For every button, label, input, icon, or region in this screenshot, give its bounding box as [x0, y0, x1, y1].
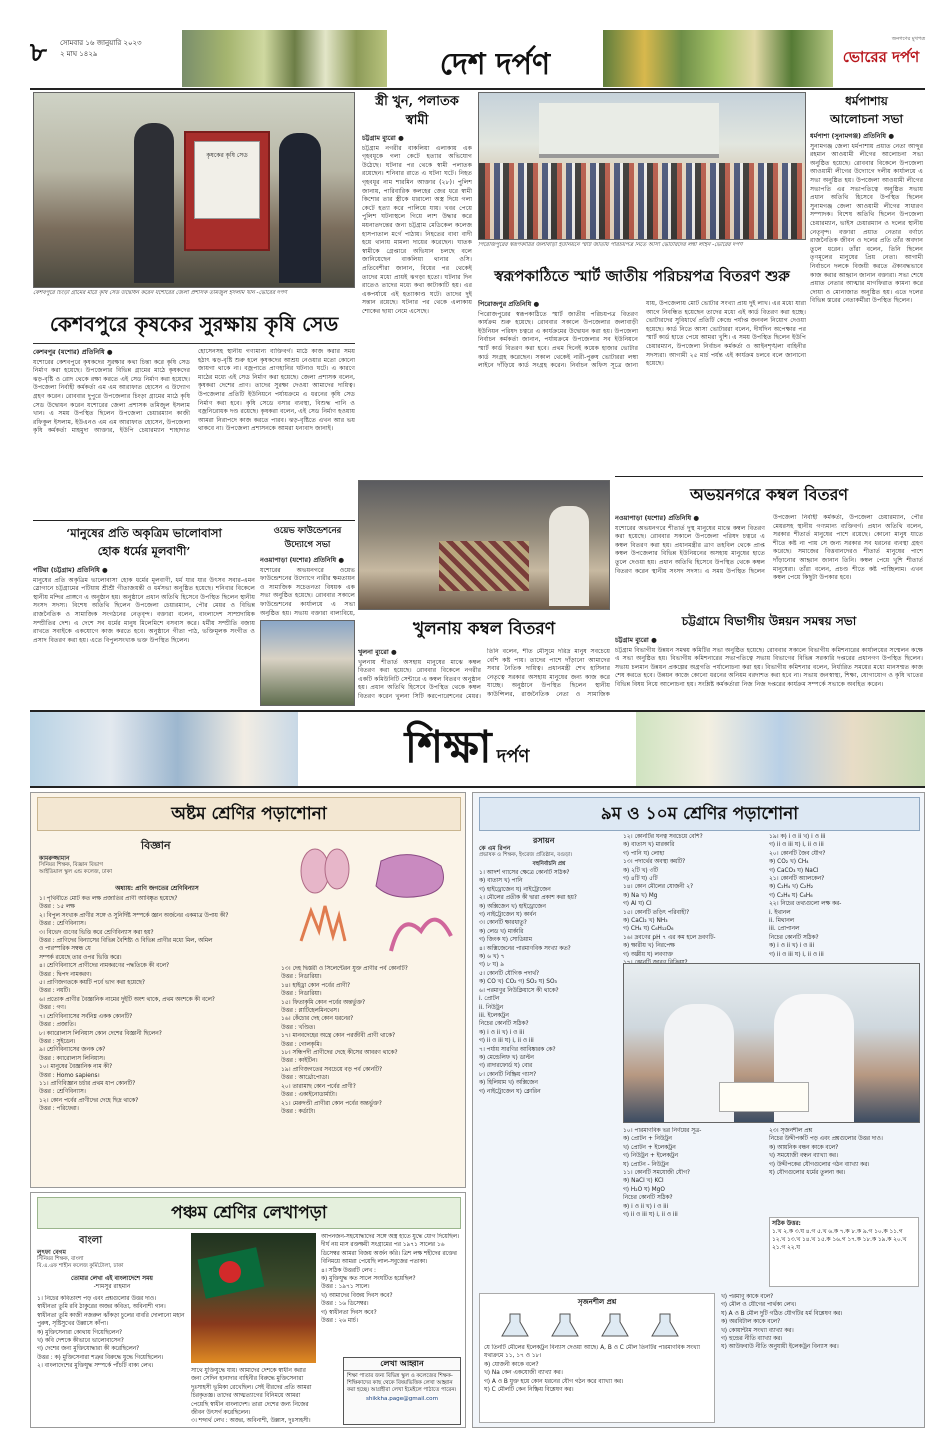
headline-foundation-2: উদ্যোগে সভা	[284, 540, 331, 550]
class8-q-4: ৩। বিভেদ গুণের ভিত্তি করে শ্রেণিবিন্যাস করা হয়?	[39, 929, 154, 936]
class5-col2: সাথে যুক্তিযুদ্ধে যায়। আমাদের দেশকে স্বাধীন করার জন্য সেদিন হানাদার বাহিনীর বিরুদ্ধে মুক্তিসেনারা দুঃসাহসী ভূমিকা রেখেছিল। সেই বীরদের প্রতি আমরা চিরকৃতজ্ঞ। তাদের আত্মত্যাগের বিনিময়ে আমরা পেয়েছি স্বাধীন বাংলাদেশ। তারা দেশের জন্য নিজের জীবন উৎসর্গ করেছিলেন। ৩। শব্দার্থ লেখ : অজর, অবিনাশী, উল্লাস, দুঃসাহসী।	[191, 1368, 312, 1425]
class8-teacher: কামরুজ্জামান	[39, 855, 70, 862]
class9-box	[472, 792, 925, 1428]
class8-qr-2: ১৪। হাইড্রা কোন পর্বের প্রাণী?	[281, 982, 351, 989]
class8-q-13: উত্তর : গণ।	[39, 1005, 66, 1012]
class8-qr-3: উত্তর : নিডারিয়া।	[281, 991, 322, 998]
shiksha-title-sub: দর্পণ	[496, 746, 530, 767]
body-abhaynagar: যশোরের অভয়নগরে শীতার্ত দুস্থ মানুষের মাঝে কম্বল বিতরণ করা হয়েছে। রোববার সকালে উপজেলা পরিষদ চত্বরে এ কম্বল বিতরণ করা হয়। প্রধানমন্ত্রীর ত্রাণ তহবিল থেকে প্রাপ্ত কম্বল উপজেলার বিভিন্ন ইউনিয়নের অসহায় মানুষের হাতে তুলে দেওয়া হয়। প্রধান অতিথি হিসেবে উপস্থিত থেকে কম্বল বিতরণ করেন স্থানীয় সংসদ সদস্য। এ সময় উপস্থিত ছিলেন উপজেলা নির্বাহী কর্মকর্তা, উপজেলা চেয়ারম্যান, পৌর মেয়রসহ স্থানীয় গণ্যমান্য ব্যক্তিবর্গ। প্রধান অতিথি বলেন, সরকার শীতার্ত মানুষের পাশে রয়েছে। কোনো মানুষ যাতে শীতে কষ্ট না পায় সে জন্য সরকার সব ধরনের ব্যবস্থা গ্রহণ করেছে। সমাজের বিত্তবানদেরও শীতার্ত মানুষের পাশে দাঁড়ানোর আহ্বান জানান তিনি। কম্বল পেয়ে খুশি শীতার্ত মানুষেরা। তাঁরা বলেন, প্রচণ্ড শীতে কষ্ট পাচ্ছিলাম। এখন কম্বল পেয়ে কিছুটা উপকার হবে।	[615, 514, 923, 582]
header-rule	[30, 88, 925, 90]
rule-keshabpur	[33, 520, 355, 521]
class8-questions-right	[281, 965, 461, 1185]
photo-book	[719, 1082, 809, 1112]
class9-col2: ১২। কোনটির ঘনত্ব সবচেয়ে বেশি? ক) বাতাস খ) মারকারি গ) পানি ঘ) লোহা ১৩। পদার্থের অবস্থা কয়টি? ক) ২টি খ) ৩টি গ) ৪টি ঘ) ৫টি ১৪। কোন মৌলের যোজনী ২? ক) Na খ) Mg গ) Al ঘ) Cl ১৫। কোনটি তড়িৎ পরিবাহী? ক) CaCl₂ খ) NH₃ গ) CH₄ ঘ) C₆H₁₂O₆ ১৬। দ্রবণের pH ৭ এর কম হলে দ্রবণটি- ক) ক্ষারীয় খ) নিরপেক্ষ গ) অম্লীয় ঘ) লবণাক্ত	[623, 834, 716, 958]
header-photo-strip-left	[182, 30, 387, 87]
class9-col3: ১৯। ক) i ও ii খ) i ও iii গ) ii ও iii ঘ) i, ii ও iii ২০। কোনটি জৈব যৌগ? ক) CO₂ খ) CH₄ গ) CaCO₃ ঘ) NaCl ২১। কোনটি অ্যালকেন? ক) C₂H₄ খ) C₂H₂ গ) C₂H₆ ঘ) C₆H₆ ২২। নিচের তথ্যগুলো লক্ষ কর- i. ইথানল ii. মিথানল iii. প্রোপানল নিচের কোনটি সঠিক? ক) i ও ii খ) i ও iii গ) ii ও iii ঘ) i, ii ও iii	[769, 834, 842, 958]
photo-blanket	[439, 541, 529, 591]
class8-qr-6: ১৬। কেঁচোর দেহ কোন ধরনের?	[281, 1016, 354, 1023]
class9-title: ৯ম ও ১০ম শ্রেণির পড়াশোনা	[600, 804, 799, 824]
body-nid: পিরোজপুরের স্বরূপকাঠিতে স্মার্ট জাতীয় পরিচয়পত্র বিতরণ কার্যক্রম শুরু হয়েছে। রোববার সকালে উপজেলার জলাবাড়ী ইউনিয়ন পরিষদ চত্বরে এ কার্যক্রমের উদ্বোধন করা হয়। উপজেলা নির্বাচন কর্মকর্তা জানান, পর্যায়ক্রমে উপজেলার সব ইউনিয়নে স্মার্ট কার্ড বিতরণ করা হবে। প্রথম দিনেই কয়েক হাজার ভোটার কার্ড সংগ্রহ করেছেন। সকাল থেকেই নারী-পুরুষ ভোটাররা লম্বা লাইনে দাঁড়িয়ে কার্ড সংগ্রহ করেন। নির্বাচন অফিস সূত্রে জানা যায়, উপজেলায় মোট ভোটার সংখ্যা প্রায় দুই লাখ। এর মধ্যে যারা আগে নিবন্ধিত হয়েছেন তাদের মধ্যে এই কার্ড বিতরণ করা হচ্ছে। ভোটারদের সুবিধার্থে প্রতিটি কেন্দ্রে পর্যাপ্ত জনবল নিয়োগ দেওয়া হয়েছে। কার্ড নিতে আসা ভোটাররা বলেন, দীর্ঘদিন অপেক্ষার পর স্মার্ট কার্ড হাতে পেয়ে আমরা খুশি। এ সময় উপস্থিত ছিলেন ইউপি চেয়ারম্যান, উপজেলা নির্বাচন কর্মকর্তা ও আইনশৃঙ্খলা বাহিনীর সদস্যরা। আগামী ২৫ মার্চ পর্যন্ত এই কার্যক্রম চলবে বলে জানানো হয়েছে।	[478, 300, 806, 370]
class9-teacher-block	[479, 845, 619, 868]
class9-col-b1: ১০। পারমাণবিক ভর নির্ণয়ের সূত্র- ক) প্রোটন + নিউট্রন খ) প্রোটন + ইলেকট্রন গ) নিউট্রন + ইলেকট্রন ঘ) প্রোটন - নিউট্রন ১১। কোনটি সমযোজী যৌগ? ক) NaCl খ) KCl গ) H₂O ঘ) MgO নিচের কোনটি সঠিক? ক) i ও ii খ) i ও iii গ) ii ও iii ঘ) i, ii ও iii	[623, 1128, 702, 1219]
class8-qr-13: উত্তর : আর্থ্রোপোডা।	[281, 1075, 330, 1082]
class8-q-0: ১। পৃথিবীতে মোট কত লক্ষ প্রজাতির প্রাণী আবিষ্কৃত হয়েছে?	[39, 896, 178, 902]
class8-q-5: উত্তর : প্রাণিদের বিন্যাসের বিভিন্ন বৈশিষ্ট্য ও বিভিন্ন প্রাণীর মধ্যে মিল, অমিল	[39, 938, 213, 945]
article-wife-killed	[362, 134, 472, 516]
byline-patiya: পটিয়া (চট্টগ্রাম) প্রতিনিধি ●	[33, 566, 108, 574]
class8-q-12: ৬। প্রত্যেক প্রাণীর বৈজ্ঞানিক নামের দুইটি অংশ থাকে, প্রথম অংশকে কী বলে?	[39, 996, 215, 1003]
class5-title-bar	[37, 1197, 461, 1229]
photo-students-reading	[623, 963, 920, 1123]
article-ctg	[615, 636, 923, 706]
photo-caption-nid: পিরোজপুরের স্বরূপকাঠির জলাবাড়ী ইউনিয়নে স্মার্ট জাতীয় পরিচয়পত্র নিতে আসা ভোটারদের লম্বা লাইন -ভোরের দর্পণ	[478, 242, 743, 248]
class8-qr-1: উত্তর : নিডারিয়া।	[281, 974, 322, 981]
photo-nid-queue	[478, 92, 806, 240]
photo-crowd	[479, 163, 806, 240]
article-foundation	[260, 556, 355, 616]
article-dharmapasha	[810, 132, 923, 472]
flask-icon	[500, 1310, 696, 1340]
photo-foundation	[260, 620, 355, 706]
write-call-title: লেখা আহ্বান	[344, 1358, 460, 1371]
class8-q-14: ৭। শ্রেণিবিন্যাসের সর্বনিম্ন একক কোনটি?	[39, 1013, 133, 1020]
class9-subject: রসায়ন	[533, 836, 555, 845]
class9-col1: ১। আদর্শ গ্যাসের ক্ষেত্রে কোনটি সঠিক? ক) বাতাস খ) পানি গ) হাইড্রোজেন ঘ) নাইট্রোজেন ২। মৌলের প্রতীক কী দ্বারা প্রকাশ করা হয়? ক) অক্সিজেন খ) হাইড্রোজেন গ) নাইট্রোজেন ঘ) কার্বন ৩। কোনটি ক্ষারধাতু? ক) লেড খ) মার্কারি গ) জিংক ঘ) সোডিয়াম ৪। অক্সিজেনের পারমাণবিক সংখ্যা কত? ক) ৬ খ) ৭ গ) ৮ ঘ) ৯ ৫। কোনটি যৌগিক পদার্থ? ক) CO খ) CO₂ গ) SO₂ ঘ) SO₃ ৬। পরমাণুর নিউক্লিয়াসে কী থাকে? i. প্রোটন ii. নিউট্রন iii. ইলেকট্রন নিচের কোনটি সঠিক? ক) i ও ii খ) i ও iii গ) ii ও iii ঘ) i, ii ও iii ৭। পর্যায় সারণির আবিষ্কারক কে? ক) মেন্ডেলিফ খ) ডাল্টন গ) রাদারফোর্ড ঘ) বোর ৮। কোনটি নিষ্ক্রিয় গ্যাস? ক) হিলিয়াম খ) অক্সিজেন গ) নাইট্রোজেন ঘ) ক্লোরিন	[479, 870, 577, 1095]
body-khulna: খুলনায় শীতার্ত অসহায় মানুষের মাঝে কম্বল বিতরণ করা হয়েছে। রোববার বিকেলে নগরীর একটি কমিউনিটি সেন্টারে এ কম্বল বিতরণ অনুষ্ঠান হয়। প্রধান অতিথি হিসেবে উপস্থিত থেকে কম্বল বিতরণ করেন খুলনা সিটি করপোরেশনের মেয়র। তিনি বলেন, শীত মৌসুমে দরিদ্র মানুষ সবচেয়ে বেশি কষ্ট পায়। তাদের পাশে দাঁড়ানো আমাদের সবার নৈতিক দায়িত্ব। প্রধানমন্ত্রী শেখ হাসিনার নেতৃত্বে সরকার অসহায় মানুষের জন্য কাজ করে যাচ্ছে। অনুষ্ঠানে উপস্থিত ছিলেন স্থানীয় কাউন্সিলর, রাজনৈতিক নেতা ও সামাজিক	[358, 648, 610, 700]
class9-bottom-right: খ) পরমাণু কাকে বলে? গ) মৌল ও যৌগের পার্থক্য লেখ। ঘ) A ও B মৌল দুটি গঠিত যৌগটির ধর্ম বিশ্লেষণ কর। ক) অরবিটাল কাকে বলে? খ) কোয়ান্টাম সংখ্যা ব্যাখ্যা কর। গ) হুন্ডের নীতি ব্যাখ্যা কর। ঘ) আউফবাউ নীতি অনুযায়ী ইলেকট্রন বিন্যাস কর।	[721, 1294, 843, 1351]
photo-person-2	[279, 133, 321, 283]
class9-col-b2: ২৩। সৃজনশীল প্রশ্ন নিচের উদ্দীপকটি পড় এবং প্রশ্নগুলোর উত্তর দাও। ক) আয়নিক বন্ধন কাকে বলে? খ) সমযোজী বন্ধন ব্যাখ্যা কর। গ) উদ্দীপকের যৌগগুলোর গঠন ব্যাখ্যা কর। ঘ) যৌগগুলোর ধর্মের তুলনা কর।	[769, 1128, 883, 1177]
class8-q-24: ১২। কোন পর্বের প্রাণীদের দেহে ছিদ্র থাকে?	[39, 1097, 139, 1104]
class8-q-23: উত্তর : শ্রেণিবিন্যাস।	[39, 1089, 86, 1096]
class5-col1: ১। নিচের কবিতাংশ পড় এবং প্রশ্নগুলোর উত্তর দাও। স্বাধীনতা তুমি রবি ঠাকুরের অজর কবিতা, অবিনাশী গান। স্বাধীনতা তুমি কাজী নজরুল ঝাঁকড়া চুলের বাবরি দোলানো মহান পুরুষ, সৃষ্টিসুখের উল্লাসে কাঁপা। ক) মুক্তিসেনারা কোথায় গিয়েছিলেন? খ) কবি দেশকে কীভাবে ভালোবাসেন? গ) দেশের জন্য মুক্তিযোদ্ধারা কী করেছিলেন? উত্তর : ক) মুক্তিসেনারা শত্রুর বিরুদ্ধে যুদ্ধে গিয়েছিলেন। ২। বাংলাদেশের মুক্তিযুদ্ধ সম্পর্কে পাঁচটি বাক্য লেখ।	[37, 1296, 185, 1370]
class8-teacher-detail-1: সিনিয়র শিক্ষক, বিজ্ঞান বিভাগ	[39, 862, 103, 868]
article-keshabpur	[33, 348, 355, 516]
headline-dharmapasha-2: আলোচনা সভা	[830, 112, 903, 126]
class9-answers	[769, 1217, 919, 1287]
byline-foundation: নওয়াপাড়া (যশোর) প্রতিনিধি ●	[260, 556, 345, 564]
article-khulna	[358, 648, 610, 706]
write-call-box	[343, 1357, 461, 1425]
byline-abhaynagar: নওয়াপাড়া (যশোর) প্রতিনিধি ●	[615, 514, 700, 522]
headline-ctg: চট্টগ্রামে বিভাগীয় উন্নয়ন সমন্বয় সভা	[681, 614, 857, 628]
class8-qr-5: উত্তর : প্লাটিহেলমিনথেস।	[281, 1008, 339, 1015]
byline-dharmapasha: ধর্মপাশা (সুনামগঞ্জ) প্রতিনিধি ●	[810, 132, 894, 140]
byline-khulna: খুলনা ব্যুরো ●	[358, 648, 397, 656]
plaque-text: কৃষকের কৃষি সেড	[206, 152, 248, 159]
class5-title: পঞ্চম শ্রেণির লেখাপড়া	[171, 1203, 327, 1223]
class8-qr-10: ১৮। সন্ধিপদী প্রাণীদের দেহে কীসের আবরণ থাকে?	[281, 1050, 398, 1057]
class9-creative-body: যে তিনটি মৌলের ইলেকট্রন বিন্যাস দেওয়া আছে। A, B ও C মৌল তিনটির পারমাণবিক সংখ্যা যথাক্রমে ১১, ১৭ ও ১৮। ক) যোজনী কাকে বলে? খ) Na কেন একযোজী ব্যাখ্যা কর। গ) A ও B যুক্ত হয়ে কোন ধরনের যৌগ গঠন করে ব্যাখ্যা কর। ঘ) C মৌলটি কেন নিষ্ক্রিয় বিশ্লেষণ কর।	[484, 1345, 700, 1394]
headline-wife-killed: স্ত্রী খুন, পলাতক স্বামী	[375, 94, 459, 128]
class8-qr-7: উত্তর : খণ্ডিত।	[281, 1024, 316, 1031]
class8-title: অষ্টম শ্রেণির পড়াশোনা	[171, 804, 327, 824]
class9-creative	[479, 1293, 715, 1423]
banner-photo-left	[30, 712, 298, 786]
header-photo-strip-right	[603, 30, 833, 87]
class8-q-17: উত্তর : সুইডেন।	[39, 1038, 76, 1045]
write-call-body: শিক্ষা পাতার জন্য বিভিন্ন স্কুল ও কলেজের শিক্ষক-শিক্ষিকাদের কাছ থেকে বিষয়ভিত্তিক লেখা আহ্বান করা হচ্ছে। আগ্রহীরা লেখা ইমেইলে পাঠাতে পারেন।	[347, 1373, 457, 1393]
class5-flag-illustration	[191, 1233, 316, 1363]
date-gregorian: সোমবার ১৬ জানুয়ারি ২০২৩	[60, 39, 142, 47]
photo-building	[539, 103, 719, 158]
class8-q-2: ২। বিপুল সংখ্যক প্রাণীর সঙ্গে ও সুনির্দিষ্ট সম্পর্কে জ্ঞান অর্জনের একমাত্র উপায় কী?	[39, 912, 229, 919]
shiksha-title	[302, 716, 632, 782]
article-abhaynagar	[615, 514, 923, 606]
headline-abhaynagar: অভয়নগরে কম্বল বিতরণ	[689, 485, 849, 504]
class8-qr-8: ১৭। মানবদেহের অন্ত্রে কোন পরজীবী প্রাণী থাকে?	[281, 1033, 396, 1040]
photo-person-1	[134, 123, 174, 283]
headline-khulna: খুলনায় কম্বল বিতরণ	[412, 619, 556, 639]
body-foundation: যশোরের অভয়নগরে ওয়েভ ফাউন্ডেশনের উদ্যোগে নারীর ক্ষমতায়ন ও সামাজিক সচেতনতা বিষয়ক এক সভা অনুষ্ঠিত হয়েছে। রোববার সকালে ফাউন্ডেশনের কার্যালয়ে এ সভা অনুষ্ঠিত হয়। সভায় বক্তারা বাল্যবিয়ে,	[260, 566, 355, 616]
class5-col3: আপনজন-সহযোদ্ধাদের সঙ্গে অস্ত্র হাতে যুদ্ধে যোগ দিয়েছিল। দীর্ঘ নয় মাস রক্তক্ষয়ী সংগ্রামের পর ১৯৭১ সালের ১৬ ডিসেম্বর আমরা বিজয় অর্জন করি। ত্রিশ লক্ষ শহীদের রক্তের বিনিময়ে আমরা পেয়েছি লাল-সবুজের পতাকা। ৪। সঠিক উত্তরটি লেখ : ক) মুক্তিযুদ্ধ কত সালে সংঘটিত হয়েছিল? উত্তর : ১৯৭১ সালে। খ) আমাদের বিজয় দিবস কবে? উত্তর : ১৬ ডিসেম্বর। গ) স্বাধীনতা দিবস কবে? উত্তর : ২৬ মার্চ।	[321, 1234, 460, 1325]
class5-teacher-detail-2: বি.এ.এফ শাহীন কলেজ কুর্মিটোলা, ঢাকা	[37, 1263, 124, 1269]
class8-q-15: উত্তর : প্রজাতি।	[39, 1022, 76, 1029]
class5-poem-author: -শামসুর রাহমান	[93, 1283, 131, 1290]
plaque-stand	[184, 131, 270, 251]
byline-keshabpur: কেশবপুর (যশোর) প্রতিনিধি ●	[33, 348, 113, 356]
class9-answers-list: ১.খ ২.ক ৩.ঘ ৪.গ ৫.খ ৬.ক ৭.ক ৮.ক ৯.গ ১০.ক ১১.গ ১২.খ ১৩.খ ১৪.খ ১৫.ক ১৬.গ ১৭.ক ১৮.ক ১৯.ক ২০.খ ২১.গ ২২.ঘ	[772, 1229, 907, 1251]
flask-row	[500, 1310, 696, 1340]
class8-qr-16: ২১। মেরুদণ্ডী প্রাণীরা কোন পর্বের অন্তর্ভুক্ত?	[281, 1100, 382, 1107]
photo-krishi-shed	[33, 92, 355, 288]
class5-poem-heading	[37, 1275, 187, 1291]
class9-teacher-detail: প্রভাষক ও শিক্ষক, ইংরেজ প্রতিষ্ঠান, বগুড়া।	[479, 852, 573, 858]
body-ctg: চট্টগ্রাম বিভাগীয় উন্নয়ন সমন্বয় কমিটির সভা অনুষ্ঠিত হয়েছে। রোববার সকালে বিভাগীয় কমিশনারের কার্যালয়ের সম্মেলন কক্ষে এ সভা অনুষ্ঠিত হয়। বিভাগীয় কমিশনারের সভাপতিত্বে সভায় বিভাগের বিভিন্ন সরকারি দপ্তরের প্রধানগণ উপস্থিত ছিলেন। সভায় চলমান উন্নয়ন প্রকল্পের অগ্রগতি পর্যালোচনা করা হয়। বিভাগীয় কমিশনার বলেন, নির্ধারিত সময়ের মধ্যে মানসম্মত কাজ শেষ করতে হবে। উন্নয়ন কাজে কোনো ধরনের অনিয়ম বরদাশত করা হবে না। সভায় জনস্বাস্থ্য, শিক্ষা, যোগাযোগ ও কৃষি খাতের বিভিন্ন বিষয় নিয়ে আলোচনা হয়। সংশ্লিষ্ট কর্মকর্তারা নিজ নিজ দপ্তরের কার্যক্রম সম্পর্কে সভাকে অবহিত করেন।	[615, 646, 923, 688]
class8-q-16: ৮। ক্যারোলাস লিনিয়াস কোন দেশের বিজ্ঞানী ছিলেন?	[39, 1030, 162, 1037]
headline-foundation-1: ওয়েভ ফাউন্ডেশনের	[273, 526, 342, 536]
shiksha-title-main: শিক্ষা	[404, 722, 492, 773]
class8-q-22: ১১। প্রাণিবিজ্ঞান চর্চার প্রথম ধাপ কোনটি?	[39, 1080, 136, 1087]
date-bangla: ২ মাঘ ১৪২৯	[60, 50, 98, 58]
class8-questions	[39, 895, 275, 1185]
class8-qr-4: ১৫। ফিতাকৃমি কোন পর্বের অন্তর্ভুক্ত?	[281, 999, 366, 1006]
class8-q-3: উত্তর : শ্রেণিবিন্যাস।	[39, 921, 86, 928]
class9-creative-title: সৃজনশীল প্রশ্ন	[577, 1298, 617, 1306]
headline-dharmapasha-1: ধর্মপাশায়	[845, 94, 888, 108]
class9-teacher: কে এম রিপন	[479, 845, 511, 852]
class5-subject: বাংলা	[79, 1235, 103, 1246]
class9-answers-title: সঠিক উত্তর:	[772, 1221, 801, 1227]
banner-photo-right	[636, 712, 925, 786]
class5-teacher: লুৎফা বেগম	[37, 1249, 66, 1256]
coral-icon	[281, 841, 461, 961]
class8-q-1: উত্তর : ১৫ লক্ষ	[39, 904, 75, 911]
headline-patiya-1: ‘মানুষের প্রতি অকৃত্রিম ভালোবাসা	[66, 526, 222, 540]
byline-wife-killed: চট্টগ্রাম ব্যুরো ●	[362, 134, 404, 142]
class8-q-20: ১০। মানুষের বৈজ্ঞানিক নাম কী?	[39, 1064, 113, 1071]
class8-q-8: ৪। শ্রেণিবিন্যাসে প্রাণীদের নামকরণের পদ্ধতিকে কী বলে?	[39, 963, 170, 970]
class8-qr-14: ২০। তারামাছ কোন পর্বের প্রাণী?	[281, 1083, 356, 1090]
brand-tag: জনগণের মুখপত্র	[891, 36, 925, 42]
brand-logo: ভোরের দর্পণ	[842, 48, 920, 66]
class8-teacher-block	[39, 855, 189, 876]
brand-block	[835, 36, 927, 82]
class8-q-18: ৯। শ্রেণিবিন্যাসের জনক কে?	[39, 1047, 106, 1054]
coral-illustration	[281, 841, 461, 961]
class8-q-9: উত্তর : দ্বিপদ নামকরণ।	[39, 971, 92, 978]
plaque-board	[194, 141, 260, 219]
photo-blanket-khulna	[358, 480, 610, 610]
class5-box	[30, 1192, 466, 1428]
class8-qr-9: উত্তর : গোলকৃমি।	[281, 1041, 322, 1048]
photo-caption-keshabpur: কেশবপুরে চিংড়া গ্রামের মাঠে কৃষি সেড উদ্বোধন করেন যশোরের জেলা প্রশাসক তমিজুল ইসলাম খান -ভোরের দর্পণ	[33, 290, 287, 296]
class8-qr-0: ১৩। দেহ দ্বিস্তরী ও সিলেন্টেরন যুক্ত প্রাণীর পর্ব কোনটি?	[281, 966, 408, 972]
body-wife-killed: চট্টগ্রাম নগরীর বাকলিয়া এলাকায় এক গৃহবধূকে গলা কেটে হত্যার অভিযোগ উঠেছে। ঘটনার পর থেকে স্বামী পলাতক রয়েছেন। শনিবার রাতে এ ঘটনা ঘটে। নিহত গৃহবধূর নাম শারমিন আক্তার (২৮)। পুলিশ জানায়, পারিবারিক কলহের জের ধরে স্বামী কিশোর তার স্ত্রীকে ধারালো অস্ত্র দিয়ে গলা কেটে হত্যা করে পালিয়ে যায়। খবর পেয়ে পুলিশ ঘটনাস্থলে গিয়ে লাশ উদ্ধার করে ময়নাতদন্তের জন্য চট্টগ্রাম মেডিকেল কলেজ হাসপাতাল মর্গে পাঠায়। নিহতের বাবা বাদী হয়ে থানায় মামলা দায়ের করেছেন। ঘাতক স্বামীকে গ্রেপ্তারে অভিযান চলছে বলে জানিয়েছেন বাকলিয়া থানার ওসি। প্রতিবেশীরা জানান, বিয়ের পর থেকেই তাদের মধ্যে প্রায়ই ঝগড়া হতো। ঘটনার দিন রাতেও তাদের মধ্যে কথা কাটাকাটি হয়। এর একপর্যায়ে এই হত্যাকাণ্ড ঘটে। তাদের দুই সন্তান রয়েছে। ঘটনার পর থেকে এলাকায় শোকের ছায়া নেমে এসেছে।	[362, 144, 472, 315]
class8-teacher-detail-2: আইডিয়াল স্কুল এন্ড কলেজ, ঢাকা	[39, 869, 112, 875]
headline-nid: স্বরূপকাঠিতে স্মার্ট জাতীয় পরিচয়পত্র বিতরণ শুরু	[494, 267, 790, 285]
class8-q-10: ৫। প্রাণিজগতকে কয়টি পর্বে ভাগ করা হয়েছে?	[39, 980, 145, 987]
class8-q-25: উত্তর : পরিফেরা।	[39, 1106, 79, 1113]
class8-chapter: অধ্যায়: প্রাণি জগতের শ্রেণিবিন্যাস	[115, 885, 199, 892]
class9-title-bar	[479, 797, 920, 831]
class5-teacher-block	[37, 1249, 187, 1270]
class9-mcq-title: বহুনির্বাচনি প্রশ্ন	[532, 861, 566, 867]
photo-elder	[549, 506, 589, 606]
article-patiya	[33, 566, 255, 706]
byline-nid: পিরোজপুর প্রতিনিধি ●	[478, 300, 540, 308]
section-title: দেশ দর্পণ	[439, 47, 551, 82]
page-header	[30, 30, 925, 87]
class8-q-7: সম্পর্ক রয়েছে তার ওপর ভিত্তি করে।	[39, 954, 122, 961]
class8-qr-12: ১৯। প্রাণিজগতের সবচেয়ে বড় পর্ব কোনটি?	[281, 1066, 383, 1073]
article-nid	[478, 300, 806, 472]
body-dharmapasha: সুনামগঞ্জ জেলা ধর্মপাশায় প্রয়াত নেতা আব্দুর রহমান আওয়ামী লীগের আলোচনা সভা অনুষ্ঠিত হয়েছে। রোববার বিকেলে উপজেলা আওয়ামী লীগের উদ্যোগে দলীয় কার্যালয়ে এ সভা অনুষ্ঠিত হয়। উপজেলা আওয়ামী লীগের সভাপতি এর সভাপতিত্বে অনুষ্ঠিত সভায় প্রধান অতিথি হিসেবে উপস্থিত ছিলেন সুনামগঞ্জ জেলা আওয়ামী লীগের সাধারণ সম্পাদক। বিশেষ অতিথি ছিলেন উপজেলা চেয়ারম্যান, ভাইস চেয়ারম্যান ও দলের স্থানীয় নেতৃবৃন্দ। বক্তারা প্রয়াত নেতার বর্ণাঢ্য রাজনৈতিক জীবন ও দলের প্রতি তাঁর অবদান তুলে ধরেন। তাঁরা বলেন, তিনি ছিলেন তৃণমূলের মানুষের প্রিয় নেতা। আগামী নির্বাচনে দলকে বিজয়ী করতে ঐক্যবদ্ধভাবে কাজ করার আহ্বান জানান বক্তারা। সভা শেষে প্রয়াত নেতার আত্মার মাগফিরাত কামনা করে দোয়া ও মোনাজাত অনুষ্ঠিত হয়। এতে দলের বিভিন্ন স্তরের নেতাকর্মীরা উপস্থিত ছিলেন।	[810, 142, 923, 305]
header-date	[60, 38, 180, 60]
class8-qr-15: উত্তর : একাইনোডার্মাটা।	[281, 1092, 337, 1099]
class8-qr-17: উত্তর : কর্ডাটা।	[281, 1108, 316, 1115]
class8-q-19: উত্তর : ক্যারোলাস লিনিয়াস।	[39, 1055, 105, 1062]
class8-box	[30, 792, 466, 1188]
body-patiya: মানুষের প্রতি অকৃত্রিম ভালোবাসা হোক ধর্মের মূলবাণী, ধর্ম যার যার উৎসব সবার-এমন স্লোগানে চট্টগ্রামের পটিয়ায় শ্রীশ্রী গীতাজয়ন্তী ও ধর্মসভা অনুষ্ঠিত হয়েছে। শনিবার বিকেলে স্থানীয় মন্দির প্রাঙ্গণে এ অনুষ্ঠান হয়। অনুষ্ঠানে প্রধান অতিথি হিসেবে উপস্থিত ছিলেন স্থানীয় সংসদ সদস্য। বিশেষ অতিথি ছিলেন উপজেলা চেয়ারম্যান, পৌর মেয়র ও বিভিন্ন রাজনৈতিক ও সামাজিক সংগঠনের নেতৃবৃন্দ। বক্তারা বলেন, বাংলাদেশ সাম্প্রদায়িক সম্প্রীতির দেশ। এ দেশে সব ধর্মের মানুষ মিলেমিশে বসবাস করে। ধর্মীয় সম্প্রীতি বজায় রাখতে সবাইকে একযোগে কাজ করতে হবে। অনুষ্ঠানে গীতা পাঠ, ভক্তিমূলক সংগীত ও প্রসাদ বিতরণ করা হয়। এতে বিপুলসংখ্যক ভক্ত উপস্থিত ছিলেন।	[33, 576, 255, 644]
class5-teacher-detail-1: সিনিয়র শিক্ষক, বাংলা	[37, 1256, 84, 1262]
shiksha-banner	[30, 710, 925, 788]
write-call-email[interactable]: shikkha.page@gmail.com	[365, 1396, 439, 1402]
byline-ctg: চট্টগ্রাম ব্যুরো ●	[615, 636, 657, 644]
class8-subject: বিজ্ঞান	[141, 839, 171, 852]
class8-qr-11: উত্তর : কাইটিন।	[281, 1058, 318, 1065]
headline-keshabpur: কেশবপুরে কৃষকের সুরক্ষায় কৃষি সেড	[33, 306, 355, 344]
class5-poem-title: তোমার লেখা এই বাংলাদেশে সময়	[71, 1275, 153, 1282]
class8-q-21: উত্তর : Homo sapiens।	[39, 1072, 100, 1079]
flag-red-disc	[219, 1261, 241, 1283]
class8-q-6: ও পারস্পরিক সম্বন্ধ যে	[39, 946, 91, 953]
class8-q-11: উত্তর : নয়টি।	[39, 988, 71, 995]
headline-patiya-2: হোক ধর্মের মূলবাণী’	[97, 544, 191, 558]
rule-abhaynagar	[615, 476, 923, 477]
body-keshabpur: যশোরের কেশবপুরে কৃষকদের সুরক্ষার কথা চিন্তা করে কৃষি সেড নির্মাণ করা হয়েছে। উপজেলার বিভিন্ন গ্রামের মাঠে কৃষকদের ঝড়-বৃষ্টি ও রোদ থেকে রক্ষা করতে এই সেড নির্মাণ করা হয়েছে। উপজেলা নির্বাহী কর্মকর্তা এম এম আরাফাত হোসেন এ উদ্যোগ গ্রহণ করেন। রোববার দুপুরে উপজেলার চিংড়া গ্রামের মাঠে কৃষি সেড উদ্বোধন করেন যশোরের জেলা প্রশাসক তমিজুল ইসলাম খান। এ সময় উপস্থিত ছিলেন উপজেলা চেয়ারম্যান কাজী রফিকুল ইসলাম, ইউএনও এম এম আরাফাত হোসেন, উপজেলা কৃষি কর্মকর্তা মাহমুদা আক্তার, ইউপি চেয়ারম্যান শাহাদাত হোসেনসহ স্থানীয় গণ্যমান্য ব্যক্তিবর্গ। মাঠে কাজ করার সময় হঠাৎ ঝড়-বৃষ্টি শুরু হলে কৃষকদের আশ্রয় নেওয়ার মতো কোনো জায়গা থাকে না। বজ্রপাতে প্রাণহানির ঘটনাও ঘটে। এ কারণে মাঠের মধ্যে এই সেড নির্মাণ করা হয়েছে। জেলা প্রশাসক বলেন, কৃষকরা দেশের প্রাণ। তাদের সুরক্ষা দেওয়া আমাদের দায়িত্ব। উপজেলার প্রতিটি ইউনিয়নে পর্যায়ক্রমে এ ধরনের কৃষি সেড নির্মাণ করা হবে। কৃষি সেডে বসার ব্যবস্থা, বিশুদ্ধ পানি ও বজ্রনিরোধক দণ্ড রয়েছে। কৃষকরা বলেন, এই সেড নির্মাণ হওয়ায় আমরা নিরাপদে কাজ করতে পারব। ঝড়-বৃষ্টিতে এখন আর ভয় থাকবে না। উপজেলা প্রশাসনকে আমরা ধন্যবাদ জানাই।	[33, 348, 355, 435]
page-number: ৮	[30, 38, 47, 68]
class8-title-bar	[37, 797, 461, 831]
